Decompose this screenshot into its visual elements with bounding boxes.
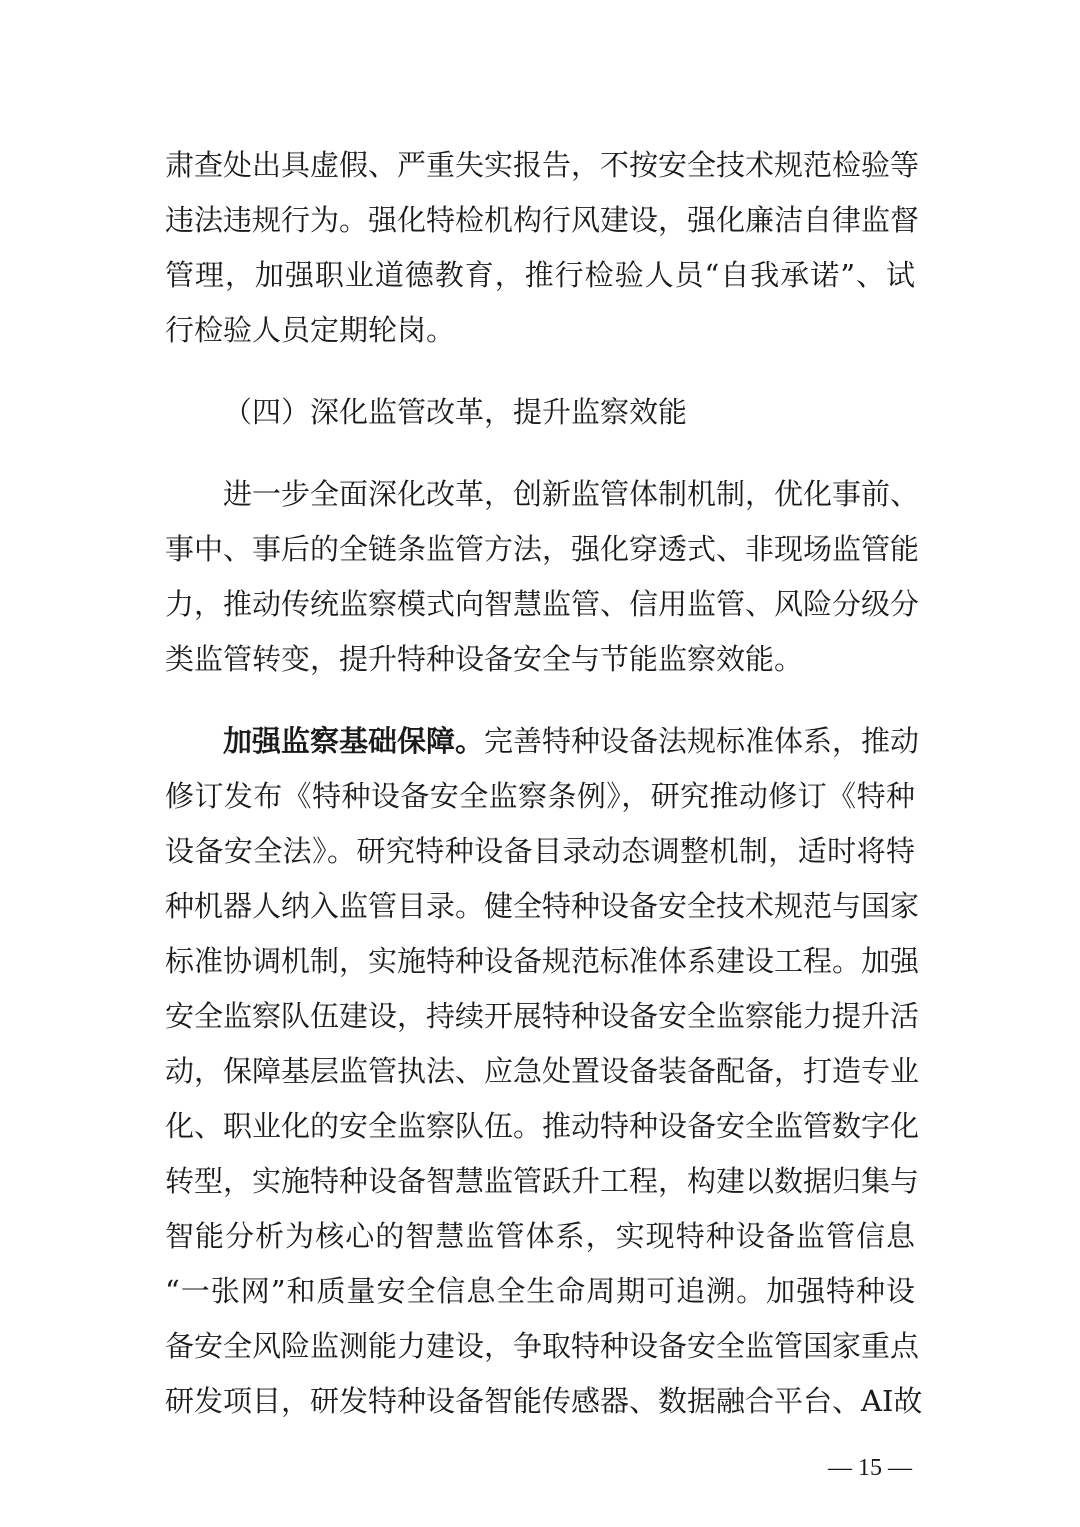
paragraph-line: 研发项目，研发特种设备智能传感器、数据融合平台、AI故: [165, 1384, 923, 1418]
paragraph-line: 设备安全法》。研究特种设备目录动态调整机制，适时将特: [165, 834, 915, 868]
paragraph-bold-lead: 加强监察基础保障。: [223, 724, 485, 758]
paragraph-line: 违法违规行为。强化特检机构行风建设，强化廉洁自律监督: [165, 203, 920, 237]
paragraph-first-line: [165, 714, 920, 769]
paragraph-3: [165, 714, 923, 1429]
paragraph-line: 安全监察队伍建设，持续开展特种设备安全监察能力提升活: [165, 999, 920, 1033]
paragraph-line: 肃查处出具虚假、严重失实报告，不按安全技术规范检验等: [165, 148, 920, 182]
paragraph-line: 管理，加强职业道德教育，推行检验人员“自我承诺”、试: [165, 258, 915, 292]
paragraph-line: 智能分析为核心的智慧监管体系，实现特种设备监管信息: [165, 1219, 915, 1253]
paragraph-line: 类监管转变，提升特种设备安全与节能监察效能。: [165, 642, 804, 676]
paragraph-line: 修订发布《特种设备安全监察条例》，研究推动修订《特种: [165, 779, 915, 813]
paragraph-line: 力，推动传统监察模式向智慧监管、信用监管、风险分级分: [165, 587, 920, 621]
paragraph-line: 动，保障基层监管执法、应急处置设备装备配备，打造专业: [165, 1054, 920, 1088]
paragraph-line: 行检验人员定期轮岗。: [165, 313, 456, 347]
document-body: [165, 138, 923, 1429]
paragraph-line: 种机器人纳入监管目录。健全特种设备安全技术规范与国家: [165, 889, 920, 923]
paragraph-line: 化、职业化的安全监察队伍。推动特种设备安全监管数字化: [165, 1109, 920, 1143]
section-heading: （四）深化监管改革，提升监察效能: [223, 395, 688, 429]
page-number: — 15 —: [828, 1455, 912, 1481]
paragraph-line: 标准协调机制，实施特种设备规范标准体系建设工程。加强: [165, 944, 920, 978]
paragraph-2: [165, 467, 920, 687]
paragraph-line-rest: 完善特种设备法规标准体系，推动: [484, 724, 920, 758]
paragraph-line: 备安全风险监测能力建设，争取特种设备安全监管国家重点: [165, 1329, 920, 1363]
paragraph-line: 事中、事后的全链条监管方法，强化穿透式、非现场监管能: [165, 532, 920, 566]
paragraph-line: 进一步全面深化改革，创新监管体制机制，优化事前、: [223, 477, 920, 511]
paragraph-1: [165, 138, 920, 358]
paragraph-line: “一张网”和质量安全信息全生命周期可追溯。加强特种设: [165, 1274, 915, 1308]
paragraph-line: 转型，实施特种设备智慧监管跃升工程，构建以数据归集与: [165, 1164, 920, 1198]
